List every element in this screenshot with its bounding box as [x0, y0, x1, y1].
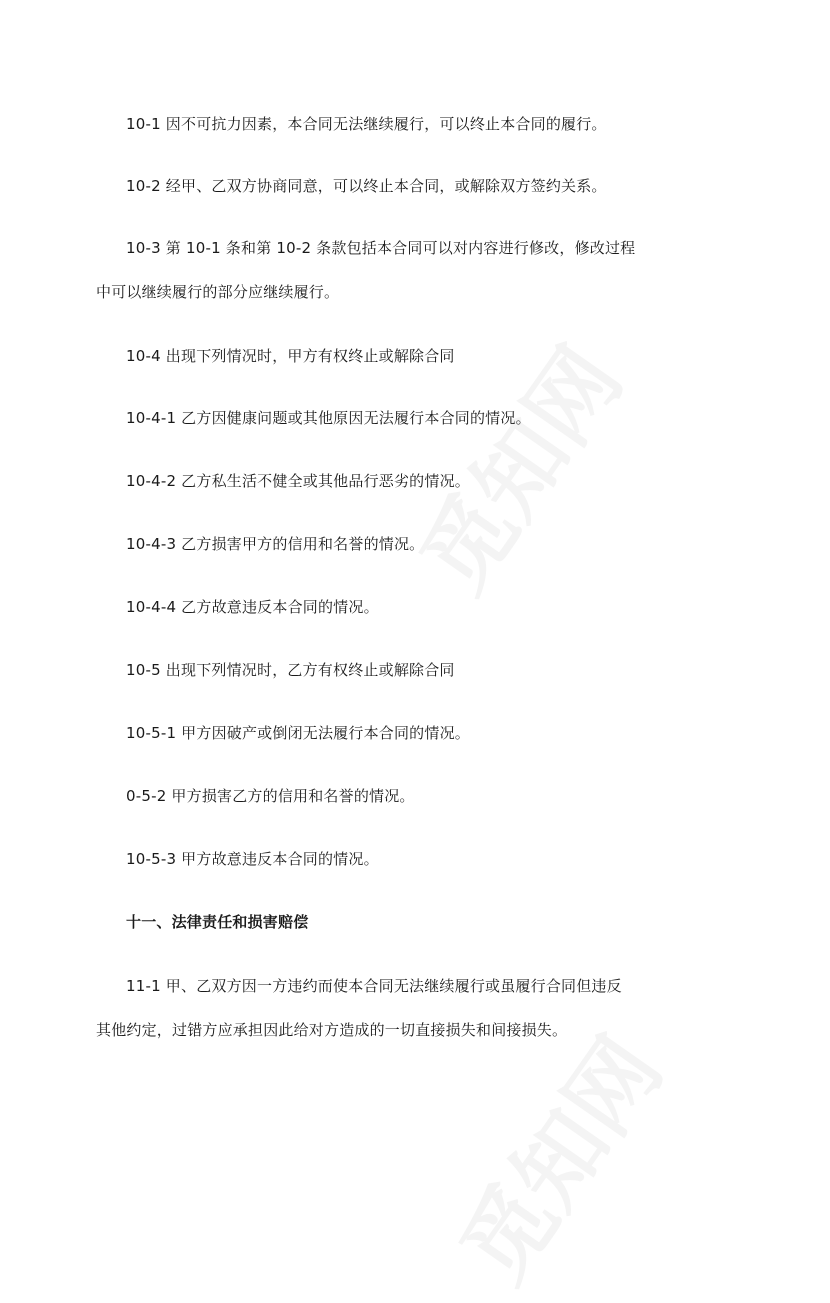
clause-11-1-line1: 11-1 甲、乙双方因一方违约而使本合同无法继续履行或虽履行合同但违反 [126, 977, 622, 995]
clause-10-1: 10-1 因不可抗力因素，本合同无法继续履行，可以终止本合同的履行。 [126, 115, 607, 133]
clause-10-4-1: 10-4-1 乙方因健康问题或其他原因无法履行本合同的情况。 [126, 409, 531, 427]
clause-10-5-3: 10-5-3 甲方故意违反本合同的情况。 [126, 850, 379, 868]
clause-10-3-line2: 中可以继续履行的部分应继续履行。 [96, 283, 340, 301]
clause-10-4: 10-4 出现下列情况时，甲方有权终止或解除合同 [126, 347, 455, 365]
clause-10-4-3: 10-4-3 乙方损害甲方的信用和名誉的情况。 [126, 535, 425, 553]
section-heading-11: 十一、法律责任和损害赔偿 [126, 913, 309, 931]
clause-10-4-2: 10-4-2 乙方私生活不健全或其他品行恶劣的情况。 [126, 472, 470, 490]
clause-10-3-line1: 10-3 第 10-1 条和第 10-2 条款包括本合同可以对内容进行修改，修改过程 [126, 239, 636, 257]
clause-11-1-line2: 其他约定，过错方应承担因此给对方造成的一切直接损失和间接损失。 [96, 1021, 568, 1039]
clause-0-5-2: 0-5-2 甲方损害乙方的信用和名誉的情况。 [126, 787, 415, 805]
clause-10-5: 10-5 出现下列情况时，乙方有权终止或解除合同 [126, 661, 455, 679]
clause-10-2: 10-2 经甲、乙双方协商同意，可以终止本合同，或解除双方签约关系。 [126, 177, 607, 195]
clause-10-5-1: 10-5-1 甲方因破产或倒闭无法履行本合同的情况。 [126, 724, 470, 742]
clause-10-4-4: 10-4-4 乙方故意违反本合同的情况。 [126, 598, 379, 616]
